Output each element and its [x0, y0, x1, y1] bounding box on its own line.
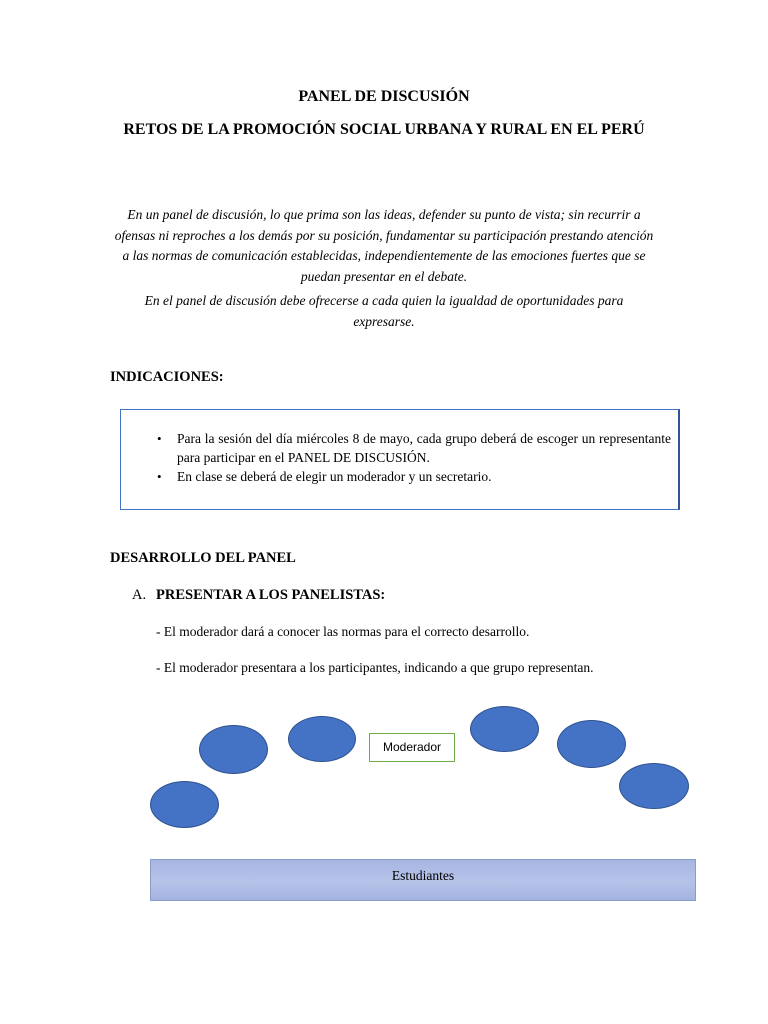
list-item-text: Para la sesión del día miércoles 8 de mayo, cada grupo deberá de escoger un representante para participar en el PANEL DE DISCUSIÓN. — [177, 431, 671, 465]
panelist-oval — [470, 706, 539, 752]
panelist-oval — [557, 720, 626, 768]
list-item — [157, 429, 671, 467]
section-a-label: PRESENTAR A LOS PANELISTAS: — [156, 587, 386, 603]
moderator-box: Moderador — [369, 733, 455, 762]
panelist-oval — [150, 781, 219, 828]
intro-paragraph-1: En un panel de discusión, lo que prima son las ideas, defender su punto de vista; sin recurrir a ofensas ni reproches a los demás por su posición, fundamentar su participación prestando atención a las normas de comunicación establecidas, independientemente de las emociones fuertes que se puedan presentar en el debate. — [114, 207, 654, 284]
section-a-line-1: - El moderador dará a conocer las normas para el correcto desarrollo. — [156, 624, 530, 639]
bullet-icon: • — [157, 469, 162, 484]
section-a-line-2: - El moderador presentara a los participantes, indicando a que grupo representan. — [156, 660, 594, 675]
indicaciones-list — [157, 429, 671, 486]
indicaciones-heading: INDICACIONES: — [110, 369, 224, 385]
section-a-letter: A. — [132, 587, 147, 603]
intro-paragraph-2: En el panel de discusión debe ofrecerse a cada quien la igualdad de oportunidades para expresarse. — [144, 293, 624, 329]
desarrollo-heading: DESARROLLO DEL PANEL — [110, 550, 296, 566]
page-subtitle: RETOS DE LA PROMOCIÓN SOCIAL URBANA Y RURAL EN EL PERÚ — [123, 121, 645, 138]
panelist-oval — [619, 763, 689, 809]
indicaciones-box — [120, 409, 680, 510]
page-title: PANEL DE DISCUSIÓN — [298, 88, 470, 105]
bullet-icon: • — [157, 431, 162, 446]
list-item-text: En clase se deberá de elegir un moderador y un secretario. — [177, 469, 492, 484]
list-item — [157, 467, 671, 486]
panelist-oval — [288, 716, 356, 762]
panelist-oval — [199, 725, 268, 774]
students-box: Estudiantes — [150, 859, 696, 901]
section-a-heading — [132, 587, 385, 604]
